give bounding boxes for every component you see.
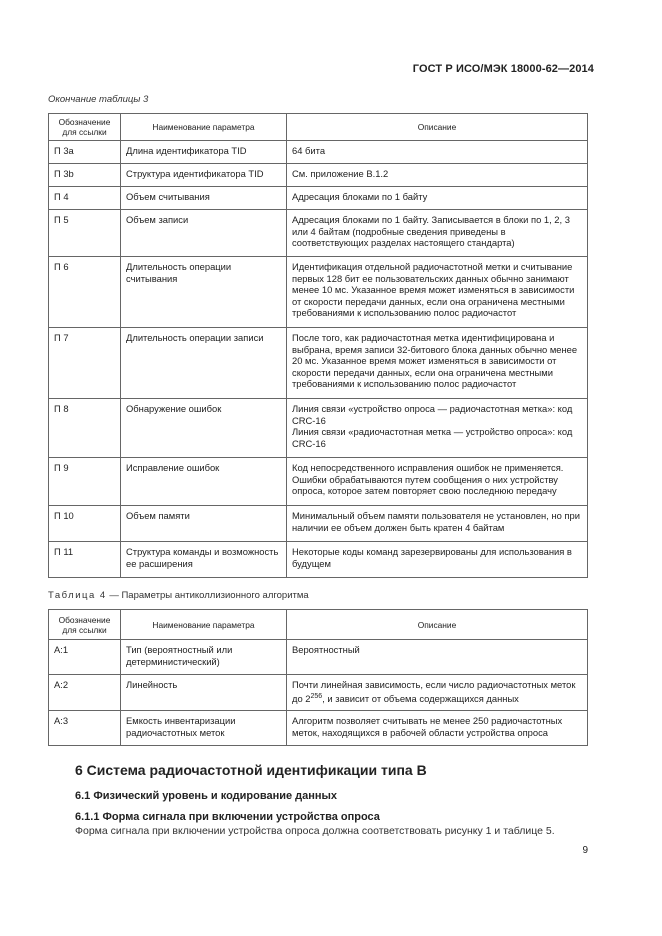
row-name: Исправление ошибок — [121, 458, 287, 506]
section-6-heading: 6 Система радиочастотной идентификации типа В — [75, 762, 427, 778]
row-code: П 7 — [49, 328, 121, 399]
row-name: Линейность — [121, 675, 287, 711]
row-name: Объем считывания — [121, 187, 287, 210]
table-4 — [48, 609, 588, 746]
row-code: П 8 — [49, 399, 121, 458]
desc-line: Линия связи «радиочастотная метка — устройство опроса»: код CRC-16 — [292, 426, 573, 449]
row-desc: Некоторые коды команд зарезервированы для использования в будущем — [287, 542, 588, 578]
col-header-code: Обозначение для ссылки — [49, 114, 121, 141]
desc-superscript: 256 — [310, 692, 323, 700]
row-code: П 3а — [49, 141, 121, 164]
row-code: П 3b — [49, 164, 121, 187]
row-desc: Идентификация отдельной радиочастотной метки и считывание первых 128 бит ее пользовательских данных обычно занимают менее 10 мс. Указанное время может изменяться в зависимости от скорости передачи данных, если она ограничена местными требованиями к использованию полос радиочастот — [287, 257, 588, 328]
table-3 — [48, 113, 588, 578]
table3-caption: Окончание таблицы 3 — [48, 94, 149, 105]
desc-text: Почти линейная зависимость, если число радиочастотных меток до 2 — [292, 679, 576, 704]
row-code: П 5 — [49, 210, 121, 257]
row-desc: 64 бита — [287, 141, 588, 164]
desc-text: , и зависит от объема содержащихся данных — [322, 692, 519, 704]
table-row — [49, 458, 588, 506]
row-name: Длительность операции записи — [121, 328, 287, 399]
row-desc: Код непосредственного исправления ошибок не применяется. Ошибки обрабатываются путем сообщения о них устройству опроса, которое затем повторяет свою последнюю передачу — [287, 458, 588, 506]
row-code: А:2 — [49, 675, 121, 711]
table-row — [49, 542, 588, 578]
row-desc: См. приложение В.1.2 — [287, 164, 588, 187]
col-header-desc: Описание — [287, 610, 588, 640]
table-row — [49, 399, 588, 458]
row-desc: Вероятностный — [287, 640, 588, 675]
table-row — [49, 164, 588, 187]
row-code: П 6 — [49, 257, 121, 328]
row-name: Структура идентификатора TID — [121, 164, 287, 187]
table-row — [49, 257, 588, 328]
table4-caption-label: Таблица 4 — [48, 590, 107, 601]
row-code: А:1 — [49, 640, 121, 675]
row-desc: Минимальный объем памяти пользователя не установлен, но при наличии ее объем должен быть кратен 4 байтам — [287, 506, 588, 542]
document-code: ГОСТ Р ИСО/МЭК 18000-62—2014 — [412, 63, 594, 75]
table-row — [49, 506, 588, 542]
row-desc — [287, 675, 588, 711]
table-row — [49, 711, 588, 746]
row-code: П 4 — [49, 187, 121, 210]
section-6-1-1-heading: 6.1.1 Форма сигнала при включении устройства опроса — [75, 811, 380, 823]
row-name: Обнаружение ошибок — [121, 399, 287, 458]
col-header-name: Наименование параметра — [121, 610, 287, 640]
row-name: Объем памяти — [121, 506, 287, 542]
table-row — [49, 640, 588, 675]
row-code: П 11 — [49, 542, 121, 578]
section-6-1-heading: 6.1 Физический уровень и кодирование данных — [75, 790, 338, 802]
row-desc — [287, 399, 588, 458]
row-name: Тип (вероятностный или детерминистический) — [121, 640, 287, 675]
table-row — [49, 675, 588, 711]
desc-line: Линия связи «устройство опроса — радиочастотная метка»: код CRC-16 — [292, 403, 573, 426]
row-desc: Адресация блоками по 1 байту. Записывается в блоки по 1, 2, 3 или 4 байтам (подробные сведения приведены в соответствующих разделах настоящего стандарта) — [287, 210, 588, 257]
row-name: Длина идентификатора TID — [121, 141, 287, 164]
col-header-code: Обозначение для ссылки — [49, 610, 121, 640]
table-row — [49, 187, 588, 210]
row-desc: После того, как радиочастотная метка идентифицирована и выбрана, время записи 32-битового блока данных обычно менее 20 мс. Указанное время может изменяться в зависимости от скорости передачи данных, если она ограничена местными требованиями к использованию полос радиочастот — [287, 328, 588, 399]
row-code: А:3 — [49, 711, 121, 746]
table4-caption — [48, 590, 309, 601]
table-row — [49, 210, 588, 257]
page-number: 9 — [582, 845, 588, 856]
row-name: Объем записи — [121, 210, 287, 257]
row-name: Структура команды и возможность ее расширения — [121, 542, 287, 578]
table4-caption-text: — Параметры антиколлизионного алгоритма — [109, 590, 309, 601]
section-6-1-1-body: Форма сигнала при включении устройства опроса должна соответствовать рисунку 1 и таблице 5. — [75, 825, 555, 837]
row-name: Емкость инвентаризации радиочастотных меток — [121, 711, 287, 746]
row-desc: Адресация блоками по 1 байту — [287, 187, 588, 210]
table-row — [49, 328, 588, 399]
col-header-desc: Описание — [287, 114, 588, 141]
table-row — [49, 141, 588, 164]
row-code: П 10 — [49, 506, 121, 542]
row-desc: Алгоритм позволяет считывать не менее 250 радиочастотных меток, находящихся в рабочей области устройства опроса — [287, 711, 588, 746]
col-header-name: Наименование параметра — [121, 114, 287, 141]
row-name: Длительность операции считывания — [121, 257, 287, 328]
row-code: П 9 — [49, 458, 121, 506]
